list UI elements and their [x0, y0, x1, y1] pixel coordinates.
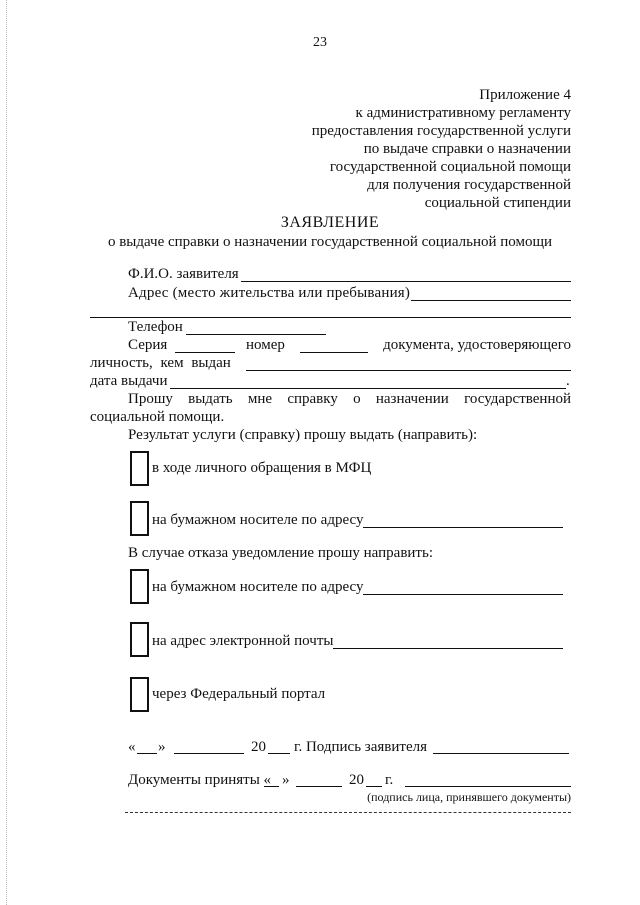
appendix-line: предоставления государственной услуги	[311, 123, 571, 139]
accepted-signature-field[interactable]	[405, 786, 571, 787]
phone-label: Телефон	[128, 319, 183, 335]
issue-date-field[interactable]	[170, 388, 566, 389]
signature-day-field[interactable]	[137, 753, 157, 754]
accepted-year-suffix: г.	[385, 772, 394, 788]
appendix-line: по выдаче справки о назначении	[363, 141, 571, 157]
accepted-year-prefix: 20	[349, 772, 364, 788]
accepted-month-field[interactable]	[296, 786, 342, 787]
issue-date-label: дата выдачи	[90, 373, 168, 389]
accepted-close-quote: »	[282, 772, 290, 788]
refusal-paper-address-field[interactable]	[363, 594, 563, 595]
option-portal-label: через Федеральный портал	[152, 686, 326, 702]
accepted-day-field[interactable]	[264, 786, 279, 787]
appendix-line: социальной стипендии	[424, 195, 571, 211]
appendix-line: государственной социальной помощи	[329, 159, 571, 175]
address-field[interactable]	[411, 300, 571, 301]
document-label: документа, удостоверяющего	[383, 337, 571, 353]
address-label: Адрес (место жительства или пребывания)	[128, 285, 411, 301]
request-text-line2: социальной помощи.	[90, 409, 225, 425]
number-label: номер	[246, 337, 285, 353]
checkbox-email[interactable]	[130, 622, 149, 657]
request-text-line1: Прошу выдать мне справку о назначении государственной	[128, 391, 571, 407]
result-heading: Результат услуги (справку) прошу выдать (направить):	[128, 427, 478, 443]
series-field[interactable]	[175, 352, 235, 353]
signature-month-field[interactable]	[174, 753, 244, 754]
issue-date-end: .	[566, 373, 570, 389]
appendix-line: к административному регламенту	[355, 105, 571, 121]
page-edge	[6, 0, 7, 905]
checkbox-refusal-paper[interactable]	[130, 569, 149, 604]
option-result-paper-label: на бумажном носителе по адресу	[152, 512, 364, 528]
issued-by-label: личность, кем выдан	[90, 355, 231, 371]
phone-field[interactable]	[186, 334, 326, 335]
checkbox-portal[interactable]	[130, 677, 149, 712]
option-email-label: на адрес электронной почты	[152, 633, 334, 649]
page-number: 23	[313, 35, 327, 50]
issued-by-field[interactable]	[246, 370, 571, 371]
signature-year-field[interactable]	[268, 753, 290, 754]
appendix-line: Приложение 4	[479, 87, 571, 103]
accepted-caption: (подпись лица, принявшего документы)	[367, 790, 571, 804]
email-field[interactable]	[333, 648, 563, 649]
fio-field[interactable]	[241, 281, 571, 282]
document-title: ЗАЯВЛЕНИЕ	[280, 214, 380, 231]
appendix-line: для получения государственной	[367, 177, 571, 193]
signature-year-prefix: 20	[251, 739, 266, 755]
refusal-heading: В случае отказа уведомление прошу направить:	[128, 545, 433, 561]
signature-field[interactable]	[433, 753, 569, 754]
series-label: Серия	[128, 337, 168, 353]
number-field[interactable]	[300, 352, 368, 353]
accepted-label: Документы приняты «	[128, 772, 272, 788]
cut-line	[125, 812, 571, 813]
signature-label: г. Подпись заявителя	[294, 739, 427, 755]
option-in-person-label: в ходе личного обращения в МФЦ	[152, 460, 372, 476]
checkbox-in-person[interactable]	[130, 451, 149, 486]
signature-close-quote: »	[158, 739, 166, 755]
result-paper-address-field[interactable]	[363, 527, 563, 528]
document-subtitle: о выдаче справки о назначении государственной социальной помощи	[107, 234, 553, 250]
option-refusal-paper-label: на бумажном носителе по адресу	[152, 579, 364, 595]
checkbox-result-paper[interactable]	[130, 501, 149, 536]
accepted-year-field[interactable]	[366, 786, 382, 787]
signature-open-quote: «	[128, 739, 136, 755]
fio-label: Ф.И.О. заявителя	[128, 266, 239, 282]
